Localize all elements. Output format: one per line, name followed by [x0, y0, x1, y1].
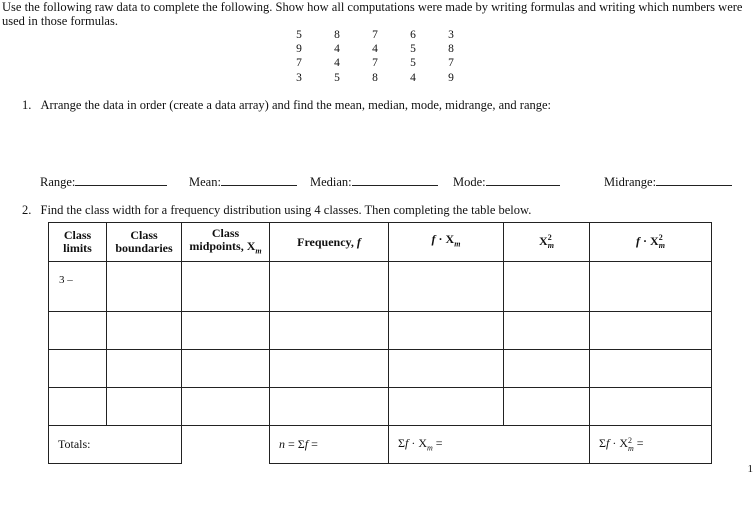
midrange-blank[interactable] — [656, 174, 732, 186]
table-cell[interactable] — [590, 312, 712, 350]
table-cell[interactable] — [182, 350, 270, 388]
header-class-limits: Class limits — [49, 223, 107, 262]
question-2-number: 2. — [22, 203, 32, 217]
median-answer — [310, 174, 438, 190]
raw-data-value: 5 — [410, 57, 416, 70]
raw-data-grid — [280, 28, 470, 85]
raw-data-value: 6 — [410, 29, 416, 41]
header-frequency: Frequency, f — [270, 223, 389, 262]
table-cell[interactable] — [389, 312, 504, 350]
table-header-row — [49, 223, 712, 262]
raw-data-value: 4 — [334, 57, 340, 70]
header-f-times-xm: $f \cdot X_m$ — [389, 223, 504, 262]
raw-data-value: 4 — [372, 43, 378, 56]
table-cell[interactable] — [107, 350, 182, 388]
mean-blank[interactable] — [221, 174, 297, 186]
page-number: 1 — [747, 463, 753, 475]
raw-data-row — [280, 28, 470, 42]
totals-gap — [182, 426, 270, 464]
header-class-boundaries: Class boundaries — [107, 223, 182, 262]
raw-data-value: 5 — [334, 71, 340, 84]
raw-data-row — [280, 56, 470, 70]
table-cell[interactable] — [182, 262, 270, 312]
table-cell[interactable] — [182, 312, 270, 350]
table-cell[interactable] — [590, 350, 712, 388]
totals-row — [49, 426, 712, 464]
table-cell[interactable] — [389, 350, 504, 388]
table-cell[interactable] — [389, 388, 504, 426]
raw-data-row — [280, 71, 470, 85]
table-cell[interactable] — [504, 262, 590, 312]
table-row — [49, 388, 712, 426]
raw-data-value: 5 — [410, 43, 416, 56]
table-cell[interactable] — [49, 312, 107, 350]
instructions-text: Use the following raw data to complete the following. Show how all computations were made by writing formulas and writing which numbers were used in those formulas. — [2, 0, 743, 28]
range-label: Range: — [40, 175, 76, 189]
totals-label: Totals: — [49, 426, 182, 464]
median-blank[interactable] — [352, 174, 438, 186]
question-2 — [22, 203, 531, 218]
table-cell[interactable] — [270, 312, 389, 350]
raw-data-row — [280, 42, 470, 56]
totals-sum-fxm2-cell[interactable]: Σf · X2 m = — [590, 426, 712, 464]
median-label: Median: — [310, 175, 352, 189]
question-1-text: Arrange the data in order (create a data array) and find the mean, median, mode, midrange, and range: — [40, 98, 552, 112]
table-cell[interactable] — [270, 262, 389, 312]
mean-label: Mean: — [189, 175, 221, 189]
table-cell[interactable] — [504, 388, 590, 426]
table-row — [49, 312, 712, 350]
raw-data-value: 8 — [372, 71, 378, 84]
range-blank[interactable] — [75, 174, 167, 186]
raw-data-value: 7 — [296, 57, 302, 70]
totals-sum-fxm-cell[interactable]: $\Sigma f \cdot X_m$ = — [389, 426, 590, 464]
totals-n-cell[interactable]: n = Σf = — [270, 426, 389, 464]
table-row — [49, 262, 712, 312]
table-cell[interactable] — [504, 350, 590, 388]
table-cell[interactable] — [504, 312, 590, 350]
raw-data-value: 9 — [296, 43, 302, 56]
raw-data-value: 4 — [334, 43, 340, 56]
frequency-table — [48, 222, 712, 464]
midrange-answer — [604, 174, 732, 190]
mode-blank[interactable] — [486, 174, 560, 186]
header-class-midpoints: Class midpoints, $X_m$ — [182, 223, 270, 262]
table-cell[interactable] — [270, 388, 389, 426]
table-cell[interactable] — [107, 262, 182, 312]
header-f-times-xm-squared: f · X2 m — [590, 223, 712, 262]
mode-label: Mode: — [453, 175, 486, 189]
raw-data-value: 4 — [410, 71, 416, 84]
raw-data-value: 3 — [296, 71, 302, 84]
table-cell[interactable] — [49, 350, 107, 388]
range-answer — [40, 174, 167, 190]
question-1 — [22, 98, 551, 113]
mean-answer — [189, 174, 297, 190]
table-row — [49, 350, 712, 388]
header-xm-squared: X2 m — [504, 223, 590, 262]
table-cell[interactable] — [107, 388, 182, 426]
raw-data-value: 5 — [296, 29, 302, 41]
table-cell[interactable] — [389, 262, 504, 312]
mode-answer — [453, 174, 560, 190]
raw-data-value: 3 — [448, 29, 454, 41]
raw-data-value: 7 — [372, 29, 378, 41]
table-cell[interactable] — [590, 388, 712, 426]
raw-data-value: 7 — [448, 57, 454, 70]
question-1-number: 1. — [22, 98, 32, 112]
question-2-text: Find the class width for a frequency distribution using 4 classes. Then completing the table below. — [40, 203, 532, 217]
table-cell[interactable] — [107, 312, 182, 350]
raw-data-value: 8 — [334, 29, 340, 41]
raw-data-value: 7 — [372, 57, 378, 70]
table-cell[interactable] — [182, 388, 270, 426]
table-cell-first-limit[interactable]: 3 – — [49, 262, 107, 312]
table-cell[interactable] — [49, 388, 107, 426]
raw-data-value: 8 — [448, 43, 454, 56]
raw-data-value: 9 — [448, 71, 454, 84]
table-cell[interactable] — [590, 262, 712, 312]
midrange-label: Midrange: — [604, 175, 657, 189]
table-cell[interactable] — [270, 350, 389, 388]
